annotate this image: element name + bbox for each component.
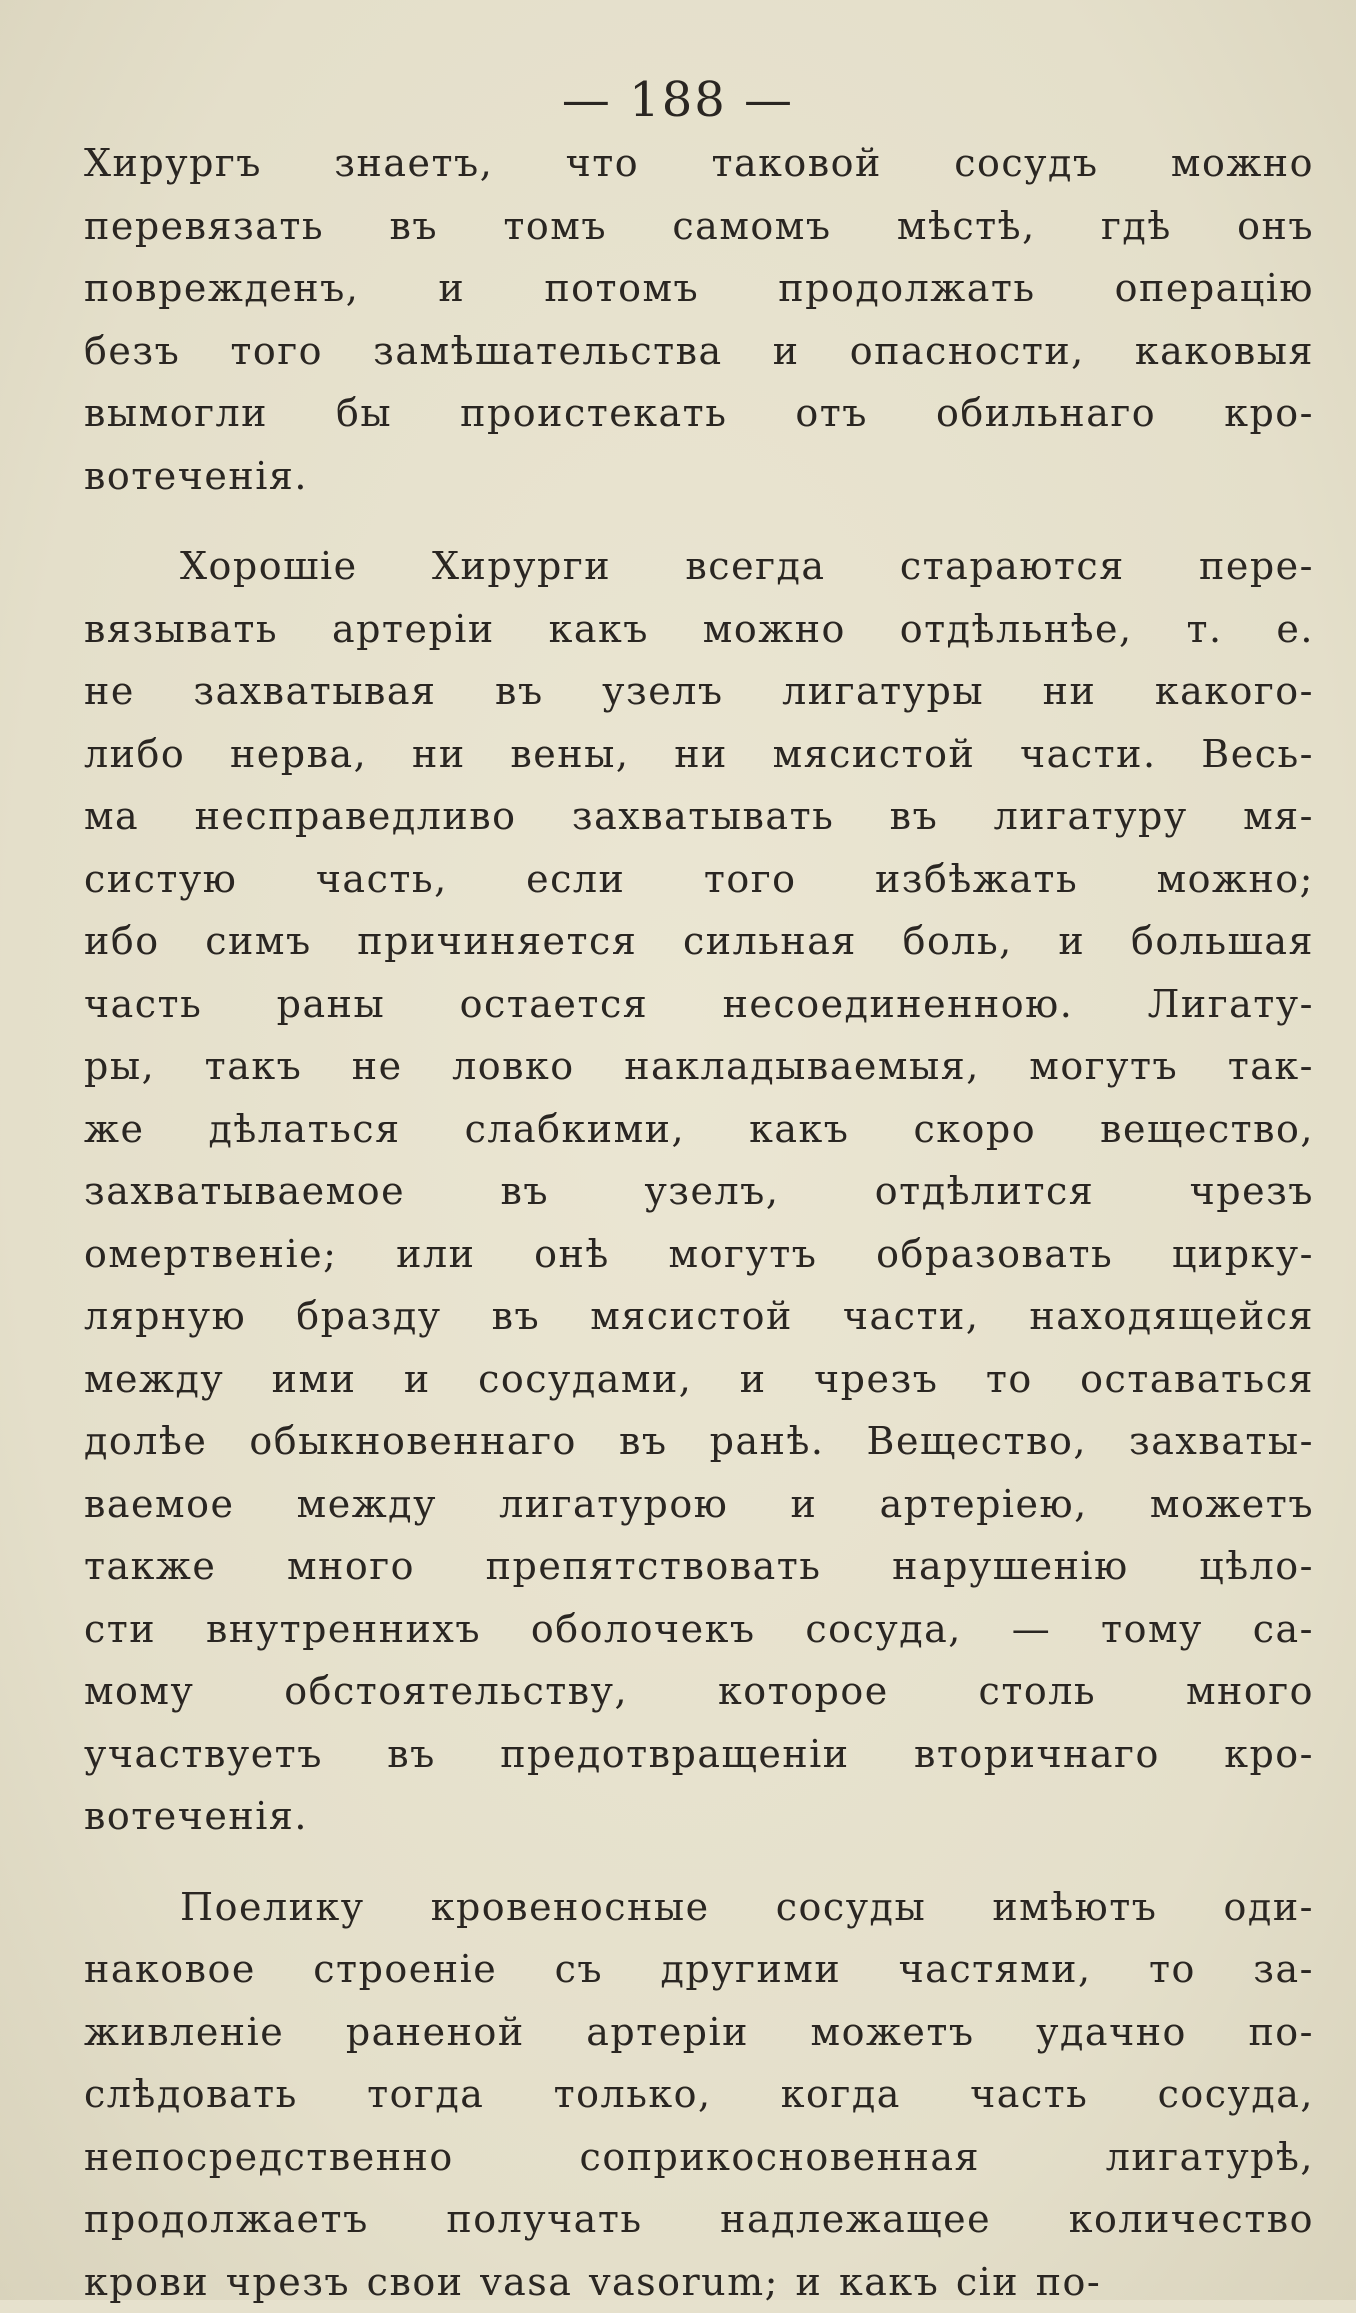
text-line: омертвеніе; или онѣ могутъ образовать цирку- <box>84 1223 1314 1286</box>
text-line: крови чрезъ свои vasa vasorum; и какъ сіи по- <box>84 2251 1314 2313</box>
text-line: слѣдовать тогда только, когда часть сосуда, <box>84 2063 1314 2126</box>
paragraph <box>84 1876 1314 2313</box>
text-line: вязывать артеріи какъ можно отдѣльнѣе, т. е. <box>84 598 1314 661</box>
paragraph <box>84 132 1314 507</box>
text-line: захватываемое въ узелъ, отдѣлится чрезъ <box>84 1160 1314 1223</box>
text-line: вотеченія. <box>84 1785 1314 1848</box>
text-line: продолжаетъ получать надлежащее количество <box>84 2188 1314 2251</box>
text-line: ры, такъ не ловко накладываемыя, могутъ так- <box>84 1035 1314 1098</box>
text-line: живленіе раненой артеріи можетъ удачно по- <box>84 2001 1314 2064</box>
text-line: не захватывая въ узелъ лигатуры ни какого- <box>84 660 1314 723</box>
text-line: мому обстоятельству, которое столь много <box>84 1660 1314 1723</box>
text-line: поврежденъ, и потомъ продолжать операцію <box>84 257 1314 320</box>
text-line: либо нерва, ни вены, ни мясистой части. Весь- <box>84 723 1314 786</box>
text-line: Хирургъ знаетъ, что таковой сосудъ можно <box>84 132 1314 195</box>
text-line: сти внутреннихъ оболочекъ сосуда, — тому са- <box>84 1598 1314 1661</box>
text-line: перевязать въ томъ самомъ мѣстѣ, гдѣ онъ <box>84 195 1314 258</box>
text-line: ваемое между лигатурою и артеріею, можетъ <box>84 1473 1314 1536</box>
text-line: также много препятствовать нарушенію цѣло- <box>84 1535 1314 1598</box>
text-line: лярную бразду въ мясистой части, находящейся <box>84 1285 1314 1348</box>
text-line: ма несправедливо захватывать въ лигатуру мя- <box>84 785 1314 848</box>
paragraph-gap <box>84 1848 1314 1876</box>
text-line: же дѣлаться слабкими, какъ скоро вещество, <box>84 1098 1314 1161</box>
text-line: долѣе обыкновеннаго въ ранѣ. Вещество, захваты- <box>84 1410 1314 1473</box>
text-line: безъ того замѣшательства и опасности, каковыя <box>84 320 1314 383</box>
page-number: — 188 — <box>0 72 1356 128</box>
text-line: ибо симъ причиняется сильная боль, и большая <box>84 910 1314 973</box>
paragraph-gap <box>84 507 1314 535</box>
text-line: между ими и сосудами, и чрезъ то оставаться <box>84 1348 1314 1411</box>
text-line: участвуетъ въ предотвращеніи вторичнаго кро- <box>84 1723 1314 1786</box>
paragraph <box>84 535 1314 1848</box>
text-line: вымогли бы проистекать отъ обильнаго кро- <box>84 382 1314 445</box>
body-text <box>84 132 1314 2313</box>
text-line: непосредственно соприкосновенная лигатурѣ, <box>84 2126 1314 2189</box>
text-line: вотеченія. <box>84 445 1314 508</box>
text-line: Поелику кровеносные сосуды имѣютъ оди- <box>84 1876 1314 1939</box>
text-line: наковое строеніе съ другими частями, то за- <box>84 1938 1314 2001</box>
text-line: систую часть, если того избѣжать можно; <box>84 848 1314 911</box>
text-line: Хорошіе Хирурги всегда стараются пере- <box>84 535 1314 598</box>
text-line: часть раны остается несоединенною. Лигату- <box>84 973 1314 1036</box>
